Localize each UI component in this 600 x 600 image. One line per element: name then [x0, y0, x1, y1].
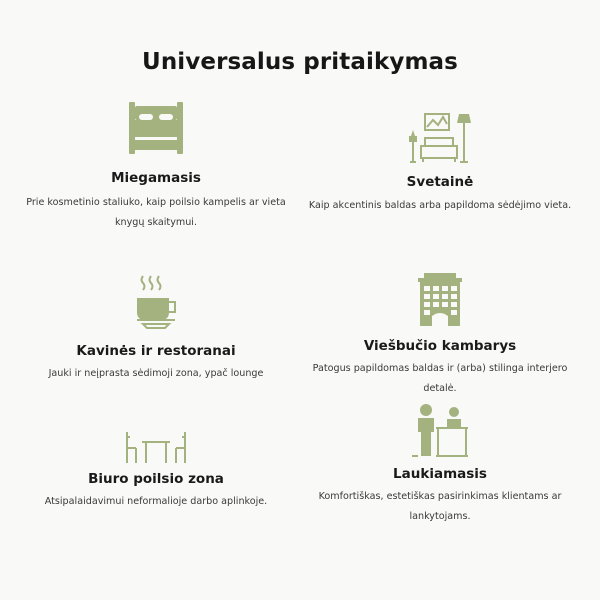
feature-description: Kaip akcentinis baldas arba papildoma sėdėjimo vieta.	[308, 200, 572, 211]
feature-card-living-room	[300, 110, 580, 216]
feature-card-office	[16, 430, 296, 512]
feature-card-waiting-room	[300, 402, 580, 527]
feature-title: Miegamasis	[111, 170, 201, 186]
coffee-cup-icon	[133, 274, 179, 332]
feature-title: Laukiamasis	[393, 466, 487, 482]
table-chairs-icon	[124, 430, 188, 464]
feature-description: Komfortiškas, estetiškas pasirinkimas klientams ar lankytojams.	[318, 491, 562, 522]
feature-description: Patogus papildomas baldas ir (arba) stilinga interjero detalė.	[312, 363, 568, 394]
feature-card-hotel	[300, 272, 580, 399]
feature-description: Atsipalaidavimui neformalioje darbo aplinkoje.	[44, 496, 268, 507]
feature-description: Prie kosmetinio staliuko, kaip poilsio kampelis ar vieta knygų skaitymui.	[26, 197, 286, 228]
page-title: Universalus pritaikymas	[142, 49, 458, 76]
feature-card-bedroom	[16, 100, 296, 233]
feature-title: Svetainė	[406, 174, 474, 190]
feature-card-cafe	[16, 274, 296, 384]
feature-title: Viešbučio kambarys	[363, 338, 517, 354]
feature-title: Kavinės ir restoranai	[76, 343, 236, 359]
hotel-building-icon	[416, 272, 464, 328]
bed-icon	[125, 100, 187, 158]
living-room-icon	[407, 110, 473, 166]
reception-desk-icon	[410, 402, 470, 458]
feature-title: Biuro poilsio zona	[88, 471, 224, 487]
feature-description: Jauki ir neįprasta sėdimoji zona, ypač lounge	[48, 368, 264, 379]
